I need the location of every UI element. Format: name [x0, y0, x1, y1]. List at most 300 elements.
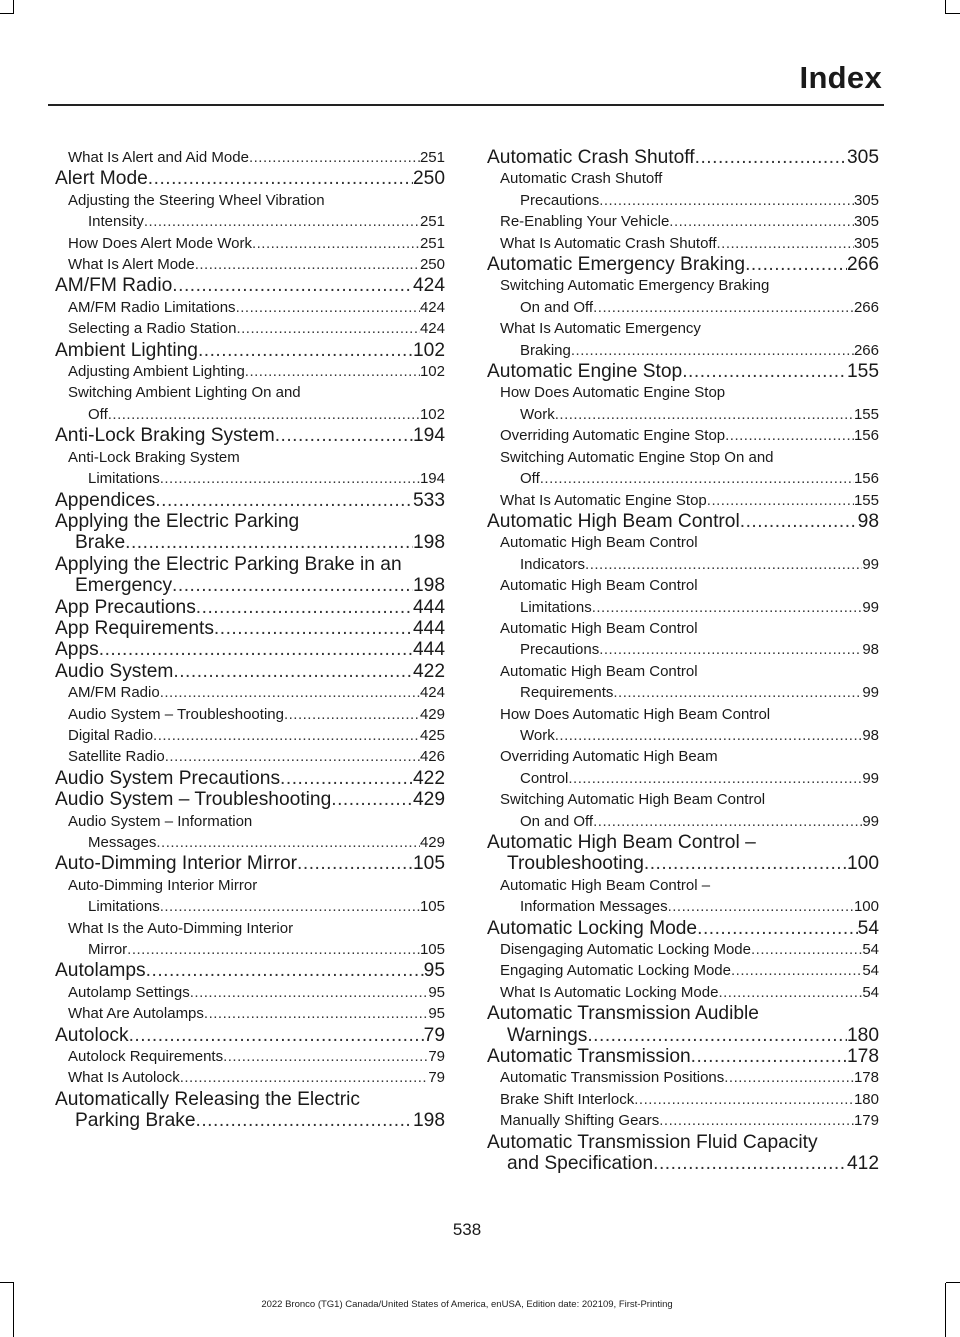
entry-label-continued: Requirements — [520, 684, 614, 702]
entry-label: Overriding Automatic Engine Stop — [500, 427, 726, 445]
leader-dots — [160, 682, 420, 703]
leader-dots — [156, 832, 420, 853]
leader-dots — [160, 896, 420, 917]
page-ref: 98 — [862, 641, 879, 659]
index-column-left — [55, 147, 445, 1132]
index-subentry[interactable] — [55, 918, 445, 961]
page-ref: 198 — [412, 1110, 445, 1132]
leader-dots — [245, 361, 420, 382]
entry-label: Switching Automatic Engine Stop On and — [500, 448, 774, 466]
index-subentry[interactable] — [55, 875, 445, 918]
index-subentry[interactable] — [487, 425, 879, 446]
entry-label: Applying the Electric Parking — [55, 510, 300, 532]
crop-mark-bottom-left-h — [0, 1282, 14, 1283]
entry-label: Appendices — [55, 489, 156, 511]
index-entry[interactable] — [487, 1046, 879, 1067]
leader-dots — [682, 361, 847, 382]
leader-dots — [585, 554, 862, 575]
entry-continuation — [55, 1110, 445, 1131]
entry-label: Overriding Automatic High Beam — [500, 748, 718, 766]
leader-dots — [568, 768, 862, 789]
leader-dots — [236, 297, 420, 318]
index-entry[interactable] — [55, 425, 445, 446]
page-ref: 251 — [419, 213, 445, 231]
entry-continuation — [487, 1153, 879, 1174]
entry-label: AM/FM Radio — [68, 684, 160, 702]
entry-label: Autolamps — [55, 960, 146, 982]
index-entry[interactable] — [487, 254, 879, 275]
index-subentry[interactable] — [487, 661, 879, 704]
entry-label-continued: On and Off — [520, 812, 594, 830]
index-subentry[interactable] — [55, 725, 445, 746]
entry-label: Automatic Crash Shutoff — [487, 147, 695, 168]
index-entry[interactable] — [55, 340, 445, 361]
index-subentry[interactable] — [487, 318, 879, 361]
entry-label: Ambient Lighting — [55, 339, 198, 361]
entry-label-continued: Limitations — [88, 470, 160, 488]
entry-label: How Does Automatic Engine Stop — [500, 384, 726, 402]
page-ref: 266 — [853, 341, 879, 359]
entry-continuation — [68, 468, 445, 489]
crop-mark-top-left-h — [0, 13, 14, 14]
entry-label: Audio System — [55, 660, 174, 682]
entry-continuation — [500, 404, 879, 425]
entry-label: Automatic Transmission — [487, 1046, 691, 1068]
page-ref: 156 — [853, 427, 879, 445]
leader-dots — [571, 340, 854, 361]
page-ref: 99 — [862, 555, 879, 573]
page-ref: 305 — [846, 147, 879, 168]
index-subentry[interactable] — [487, 746, 879, 789]
entry-label-continued: Mirror — [88, 941, 128, 959]
leader-dots — [252, 233, 420, 254]
footer-edition: 2022 Bronco (TG1) Canada/United States of America, enUSA, Edition date: 202109, First-Printing — [261, 1299, 673, 1310]
entry-label-continued: Control — [520, 769, 569, 787]
entry-label-continued: Parking Brake — [75, 1110, 196, 1132]
entry-continuation — [500, 297, 879, 318]
page-ref: 251 — [419, 234, 445, 252]
page-ref: 305 — [853, 234, 879, 252]
page-ref: 178 — [853, 1069, 879, 1087]
entry-continuation — [500, 768, 879, 789]
leader-dots — [144, 211, 420, 232]
crop-mark-top-left — [13, 0, 14, 14]
page-ref: 425 — [419, 726, 445, 744]
page-ref: 99 — [862, 769, 879, 787]
entry-label-continued: Work — [520, 726, 555, 744]
index-subentry[interactable] — [487, 211, 879, 232]
index-column-right — [487, 147, 879, 1175]
entry-label-continued: Emergency — [75, 575, 173, 597]
entry-label-continued: Brake — [75, 532, 126, 554]
entry-label: Automatic Emergency Braking — [487, 254, 746, 276]
page-ref: 102 — [419, 363, 445, 381]
entry-label: Automatically Releasing the Electric — [55, 1088, 361, 1110]
leader-dots — [555, 725, 863, 746]
entry-label: What Is Automatic Engine Stop — [500, 491, 707, 509]
page-ref: 105 — [412, 853, 445, 875]
leader-dots — [695, 147, 847, 168]
page-ref: 95 — [428, 1005, 445, 1023]
leader-dots — [587, 1025, 847, 1046]
index-entry[interactable] — [487, 832, 879, 875]
index-subentry[interactable] — [487, 490, 879, 511]
page-ref: 99 — [862, 812, 879, 830]
entry-label: Automatic High Beam Control — [500, 619, 698, 637]
page-ref: 98 — [857, 510, 879, 532]
entry-label-continued: Information Messages — [520, 898, 668, 916]
index-entry[interactable] — [55, 168, 445, 189]
leader-dots — [669, 211, 854, 232]
entry-continuation — [487, 1025, 879, 1046]
index-subentry[interactable] — [55, 811, 445, 854]
leader-dots — [172, 575, 413, 596]
index-subentry[interactable] — [55, 318, 445, 339]
leader-dots — [214, 618, 413, 639]
entry-label: Automatic Crash Shutoff — [500, 170, 663, 188]
crop-mark-top-right-h — [946, 13, 960, 14]
page-ref: 198 — [412, 532, 445, 554]
index-subentry[interactable] — [55, 682, 445, 703]
index-entry[interactable] — [55, 789, 445, 810]
entry-label-continued: Limitations — [88, 898, 160, 916]
index-subentry[interactable] — [55, 361, 445, 382]
page-ref: 305 — [853, 213, 879, 231]
page-number: 538 — [452, 1220, 482, 1239]
page-ref: 155 — [853, 405, 879, 423]
entry-label: Automatic High Beam Control – — [500, 876, 711, 894]
entry-continuation — [500, 682, 879, 703]
leader-dots — [592, 597, 863, 618]
index-subentry[interactable] — [487, 275, 879, 318]
leader-dots — [745, 254, 847, 275]
index-subentry[interactable] — [487, 447, 879, 490]
leader-dots — [717, 233, 854, 254]
leader-dots — [751, 939, 862, 960]
entry-label: App Requirements — [55, 617, 214, 639]
entry-label: Audio System – Troubleshooting — [68, 705, 284, 723]
index-subentry[interactable] — [55, 1046, 445, 1067]
leader-dots — [155, 490, 413, 511]
index-subentry[interactable] — [55, 233, 445, 254]
page-ref: 250 — [419, 256, 445, 274]
index-entry[interactable] — [55, 639, 445, 660]
page-ref: 198 — [412, 575, 445, 597]
entry-label: Satellite Radio — [68, 748, 165, 766]
entry-continuation — [500, 896, 879, 917]
index-entry[interactable] — [487, 1132, 879, 1175]
leader-dots — [275, 425, 413, 446]
leader-dots — [740, 511, 858, 532]
entry-label: Digital Radio — [68, 726, 154, 744]
header-rule — [48, 104, 884, 106]
entry-label: Brake Shift Interlock — [500, 1090, 635, 1108]
entry-label: Automatic Transmission Positions — [500, 1069, 725, 1087]
leader-dots — [718, 982, 862, 1003]
entry-label: Audio System Precautions — [55, 767, 281, 789]
entry-continuation — [500, 725, 879, 746]
crop-mark-bottom-right-h — [946, 1282, 960, 1283]
page-ref: 422 — [412, 660, 445, 682]
leader-dots — [127, 939, 420, 960]
index-entry[interactable] — [55, 511, 445, 554]
crop-mark-top-right — [945, 0, 946, 14]
index-entry[interactable] — [55, 960, 445, 981]
index-entry[interactable] — [55, 661, 445, 682]
leader-dots — [599, 639, 862, 660]
leader-dots — [697, 918, 858, 939]
leader-dots — [668, 896, 854, 917]
index-subentry[interactable] — [487, 789, 879, 832]
entry-label: Manually Shifting Gears — [500, 1112, 660, 1130]
entry-label: How Does Automatic High Beam Control — [500, 705, 771, 723]
page-ref: 98 — [862, 726, 879, 744]
entry-label-continued: Messages — [88, 834, 157, 851]
entry-label-continued: Troubleshooting — [507, 853, 644, 875]
page-ref: 180 — [853, 1090, 879, 1108]
index-subentry[interactable] — [487, 532, 879, 575]
entry-label-continued: Intensity — [88, 213, 144, 231]
entry-label: What Is Automatic Locking Mode — [500, 983, 719, 1001]
leader-dots — [196, 597, 413, 618]
entry-continuation — [500, 639, 879, 660]
index-entry[interactable] — [487, 511, 879, 532]
leader-dots — [297, 853, 413, 874]
entry-continuation — [500, 811, 879, 832]
entry-label: Applying the Electric Parking Brake in an — [55, 553, 402, 575]
index-subentry[interactable] — [55, 382, 445, 425]
entry-label: Audio System – Information — [68, 812, 253, 830]
page-ref: 305 — [853, 191, 879, 209]
entry-label: App Precautions — [55, 596, 196, 618]
entry-continuation — [500, 554, 879, 575]
entry-continuation — [68, 211, 445, 232]
page-ref: 194 — [412, 425, 445, 447]
index-entry[interactable] — [55, 597, 445, 618]
entry-label: AM/FM Radio — [55, 275, 173, 297]
index-subentry[interactable] — [55, 147, 445, 168]
index-subentry[interactable] — [487, 704, 879, 747]
leader-dots — [148, 168, 413, 189]
leader-dots — [707, 490, 854, 511]
page-ref: 99 — [862, 684, 879, 702]
page-ref: 266 — [846, 254, 879, 276]
page-ref: 178 — [846, 1046, 879, 1068]
page-ref: 266 — [853, 298, 879, 316]
index-entry[interactable] — [487, 918, 879, 939]
entry-label: Autolock Requirements — [68, 1048, 224, 1066]
entry-label: Switching Automatic Emergency Braking — [500, 277, 770, 295]
page-title: Index — [799, 60, 882, 95]
entry-continuation — [55, 532, 445, 553]
page-ref: 100 — [853, 898, 879, 916]
index-entry[interactable] — [55, 1089, 445, 1132]
leader-dots — [540, 468, 854, 489]
index-entry[interactable] — [55, 618, 445, 639]
entry-label: Adjusting the Steering Wheel Vibration — [68, 191, 325, 209]
entry-label: Auto-Dimming Interior Mirror — [68, 876, 258, 894]
index-entry[interactable] — [487, 147, 879, 168]
page-ref: 105 — [419, 941, 445, 959]
page-ref: 250 — [412, 168, 445, 190]
page-ref: 100 — [846, 853, 879, 875]
entry-label: Switching Automatic High Beam Control — [500, 791, 766, 809]
entry-continuation — [68, 404, 445, 425]
entry-label: Engaging Automatic Locking Mode — [500, 962, 731, 980]
index-subentry[interactable] — [55, 704, 445, 725]
entry-label-continued: Precautions — [520, 191, 600, 209]
leader-dots — [223, 1046, 428, 1067]
leader-dots — [280, 768, 413, 789]
leader-dots — [634, 1089, 854, 1110]
index-subentry[interactable] — [55, 1003, 445, 1024]
page-ref: 424 — [412, 275, 445, 297]
entry-continuation — [68, 939, 445, 960]
index-subentry[interactable] — [487, 575, 879, 618]
index-subentry[interactable] — [55, 254, 445, 275]
entry-continuation — [500, 468, 879, 489]
entry-label-continued: Off — [520, 470, 540, 488]
index-subentry[interactable] — [487, 1110, 879, 1131]
index-subentry[interactable] — [55, 297, 445, 318]
leader-dots — [153, 725, 420, 746]
entry-label: Anti-Lock Braking System — [68, 448, 240, 466]
index-entry[interactable] — [487, 1003, 879, 1046]
page-ref: 424 — [419, 298, 445, 316]
index-subentry[interactable] — [487, 982, 879, 1003]
page-ref: 155 — [846, 361, 879, 383]
entry-label: Automatic High Beam Control — [500, 534, 698, 552]
index-subentry[interactable] — [55, 982, 445, 1003]
index-entry[interactable] — [55, 490, 445, 511]
crop-mark-bottom-left — [13, 1283, 14, 1337]
page-ref: 105 — [419, 898, 445, 916]
entry-continuation — [500, 190, 879, 211]
entry-label: What Is Automatic Emergency — [500, 320, 701, 338]
page-ref: 54 — [862, 983, 879, 1001]
page-ref: 180 — [846, 1024, 879, 1046]
entry-label: Automatic High Beam Control — [487, 510, 740, 532]
leader-dots — [284, 704, 420, 725]
page-ref: 79 — [428, 1069, 445, 1087]
entry-label: Automatic Transmission Audible — [487, 1003, 759, 1025]
leader-dots — [599, 190, 854, 211]
page-ref: 79 — [423, 1024, 445, 1046]
leader-dots — [190, 982, 429, 1003]
page-ref: 444 — [412, 596, 445, 618]
leader-dots — [195, 254, 420, 275]
leader-dots — [593, 811, 862, 832]
index-subentry[interactable] — [487, 618, 879, 661]
entry-continuation — [500, 340, 879, 361]
entry-continuation — [487, 853, 879, 874]
entry-label: Selecting a Radio Station — [68, 320, 237, 338]
entry-label: What Are Autolamps — [68, 1005, 204, 1023]
leader-dots — [173, 661, 413, 682]
index-subentry[interactable] — [487, 168, 879, 211]
entry-label-continued: Limitations — [520, 598, 592, 616]
index-subentry[interactable] — [55, 1067, 445, 1088]
index-entry[interactable] — [487, 361, 879, 382]
entry-label-continued: Indicators — [520, 555, 586, 573]
page-ref: 429 — [419, 834, 445, 851]
entry-label: Anti-Lock Braking System — [55, 425, 275, 447]
leader-dots — [99, 639, 413, 660]
page-ref: 155 — [853, 491, 879, 509]
index-entry[interactable] — [55, 768, 445, 789]
page-ref: 179 — [853, 1112, 879, 1130]
leader-dots — [691, 1046, 847, 1067]
index-subentry[interactable] — [55, 190, 445, 233]
entry-label: Apps — [55, 639, 99, 661]
page-ref: 54 — [862, 962, 879, 980]
entry-continuation — [500, 597, 879, 618]
page-ref: 99 — [862, 598, 879, 616]
index-subentry[interactable] — [487, 1089, 879, 1110]
index-subentry[interactable] — [487, 1067, 879, 1088]
leader-dots — [129, 1025, 424, 1046]
leader-dots — [198, 340, 413, 361]
leader-dots — [172, 275, 413, 296]
index-entry[interactable] — [55, 853, 445, 874]
entry-label: Automatic Transmission Fluid Capacity — [487, 1131, 818, 1153]
index-subentry[interactable] — [487, 233, 879, 254]
entry-continuation — [55, 575, 445, 596]
index-entry[interactable] — [55, 1025, 445, 1046]
leader-dots — [613, 682, 862, 703]
index-subentry[interactable] — [487, 382, 879, 425]
page-ref: 412 — [846, 1153, 879, 1175]
entry-label: Alert Mode — [55, 168, 148, 190]
leader-dots — [180, 1067, 429, 1088]
page-ref: 251 — [419, 149, 445, 166]
leader-dots — [108, 404, 420, 425]
leader-dots — [125, 532, 413, 553]
page-ref: 422 — [412, 767, 445, 789]
index-subentry[interactable] — [55, 746, 445, 767]
entry-label-continued: Braking — [520, 341, 571, 359]
entry-label: Automatic Locking Mode — [487, 917, 698, 939]
index-subentry[interactable] — [487, 960, 879, 981]
entry-label: What Is Automatic Crash Shutoff — [500, 234, 717, 252]
index-entry[interactable] — [55, 275, 445, 296]
entry-label-continued: Warnings — [507, 1024, 588, 1046]
leader-dots — [644, 853, 847, 874]
leader-dots — [653, 1153, 847, 1174]
entry-label: Automatic High Beam Control — [500, 662, 698, 680]
entry-label: What Is Alert and Aid Mode — [68, 149, 249, 166]
page-ref: 95 — [423, 960, 445, 982]
leader-dots — [165, 746, 420, 767]
entry-label: Autolamp Settings — [68, 983, 190, 1001]
entry-label: Autolock — [55, 1024, 129, 1046]
page-ref: 444 — [412, 617, 445, 639]
entry-label: What Is Alert Mode — [68, 256, 195, 274]
index-subentry[interactable] — [487, 939, 879, 960]
page-ref: 54 — [862, 941, 879, 959]
leader-dots — [236, 318, 420, 339]
leader-dots — [555, 404, 854, 425]
page-ref: 429 — [419, 705, 445, 723]
entry-label: Re-Enabling Your Vehicle — [500, 213, 670, 231]
leader-dots — [160, 468, 420, 489]
index-entry[interactable] — [55, 554, 445, 597]
crop-mark-bottom-right — [945, 1283, 946, 1337]
index-subentry[interactable] — [487, 875, 879, 918]
leader-dots — [725, 425, 854, 446]
index-subentry[interactable] — [55, 447, 445, 490]
page-ref: 156 — [853, 470, 879, 488]
